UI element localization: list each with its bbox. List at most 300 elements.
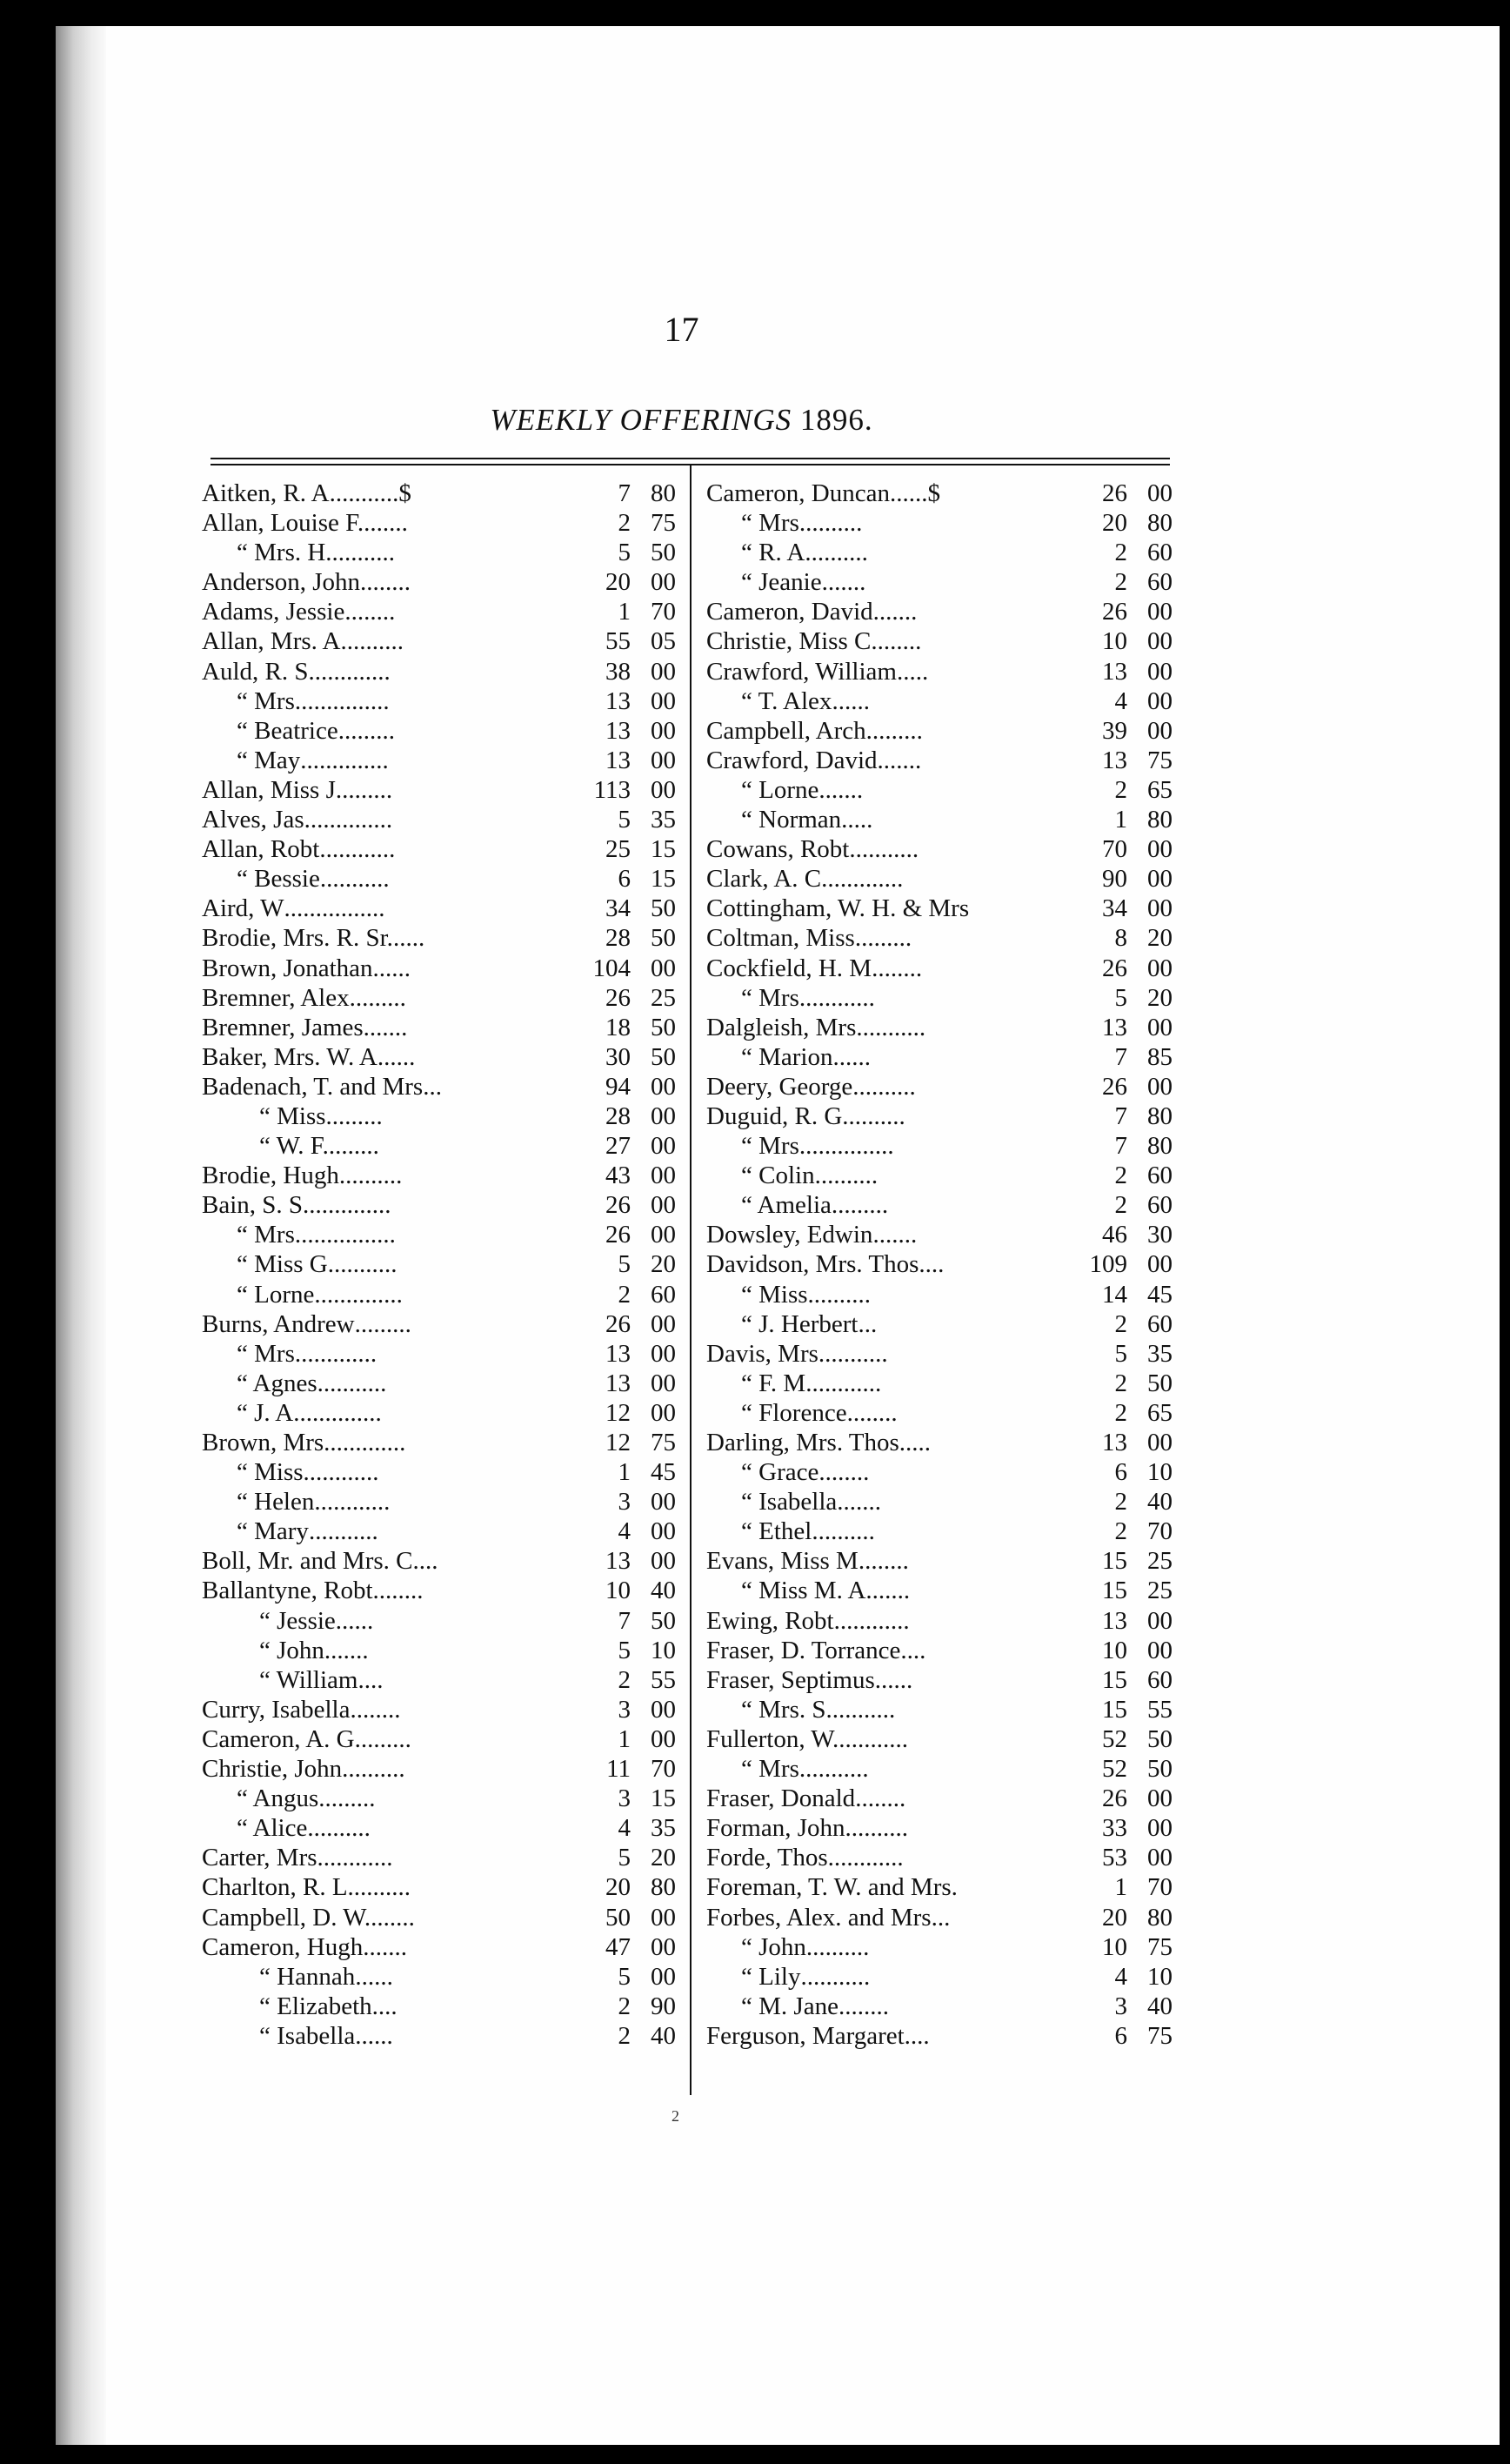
donor-name: [706, 538, 1044, 567]
donor-name-text: “ Mary: [237, 1517, 309, 1546]
dot-leader: ......: [832, 1042, 871, 1071]
dot-leader: ......: [335, 1606, 374, 1635]
donor-name: [706, 1754, 1044, 1784]
dot-leader: ..............: [301, 686, 390, 715]
amount-dollars: 6: [1114, 1458, 1127, 1487]
amount-cents: 00: [1147, 1072, 1173, 1101]
donor-name-text: Brown, Mrs.: [202, 1429, 331, 1456]
donor-name: [202, 2021, 547, 2051]
amount-cents: 00: [651, 1132, 676, 1161]
donor-name: [202, 864, 547, 894]
donor-name: [706, 1992, 1044, 2021]
offering-entry: [202, 1249, 676, 1279]
amount-dollars: 1: [1114, 806, 1127, 834]
donor-name: [706, 508, 1044, 538]
dot-leader: ...........: [798, 1755, 869, 1784]
amount-dollars: 11: [606, 1755, 631, 1784]
donor-name: [202, 1843, 547, 1872]
amount-cents: 00: [651, 775, 676, 804]
offering-entry: [202, 1072, 676, 1101]
amount-dollars: 3: [618, 1784, 631, 1813]
amount-dollars: 13: [1102, 746, 1127, 774]
dot-leader: ..........: [338, 1162, 403, 1190]
donor-name-text: Crawford, William: [706, 657, 897, 686]
dot-leader: ......: [832, 686, 870, 715]
offering-entry: [706, 1220, 1173, 1249]
amount-dollars: 70: [1102, 835, 1127, 864]
dot-leader: ...: [925, 1250, 945, 1279]
donor-name-text: “ Hannah: [259, 1962, 356, 1991]
dot-leader: .......: [872, 1221, 918, 1249]
offering-entry: [706, 775, 1173, 805]
amount-cents: 00: [651, 746, 676, 774]
amount-dollars: 113: [593, 775, 631, 804]
amount-dollars: 2: [1114, 568, 1127, 597]
amount-cents: 60: [1147, 1665, 1173, 1694]
offering-entry: [706, 2021, 1173, 2051]
donor-name-text: “ Helen: [237, 1488, 315, 1517]
amount-dollars: 15: [1102, 1665, 1127, 1694]
amount-dollars: 43: [605, 1162, 631, 1190]
amount-dollars: 6: [1114, 2021, 1127, 2050]
offering-entry: [706, 1369, 1173, 1398]
donor-name-text: “ Isabella: [741, 1488, 838, 1517]
amount-cents: 50: [651, 924, 676, 953]
donor-name-text: “ F. M.: [741, 1369, 812, 1397]
donor-name-text: “ Agnes: [237, 1369, 317, 1397]
amount-cents: 25: [1147, 1577, 1173, 1605]
dot-leader: ...........: [323, 1844, 393, 1872]
donor-name-text: “ Grace: [741, 1458, 819, 1487]
donor-name: [202, 1220, 547, 1249]
amount-dollars: 4: [618, 1814, 631, 1843]
heading-year: 1896.: [799, 403, 873, 437]
offering-entry: [202, 834, 676, 864]
donor-name-text: “ J. Herbert: [741, 1309, 859, 1338]
donor-name-text: “ Ethel: [741, 1517, 812, 1546]
dot-leader: .....: [841, 806, 873, 834]
offering-entry: [706, 1339, 1173, 1369]
offering-entry: [202, 1131, 676, 1161]
amount-cents: 40: [1147, 1488, 1173, 1517]
amount-dollars: 2: [1114, 775, 1127, 804]
donor-name-text: “ Mrs.: [237, 1221, 302, 1249]
column-divider: [690, 465, 692, 2095]
amount-dollars: 13: [605, 686, 631, 715]
offering-entry: [706, 538, 1173, 567]
donor-name-text: Cameron, David: [706, 598, 873, 626]
amount-cents: 00: [1147, 1013, 1173, 1041]
amount-dollars: 2: [1114, 1162, 1127, 1190]
donor-name: [202, 1249, 547, 1279]
amount-cents: 25: [1147, 1547, 1173, 1576]
donor-name: [202, 1190, 547, 1220]
amount-dollars: 13: [1102, 657, 1127, 686]
offering-entry: [706, 864, 1173, 894]
amount-cents: 00: [1147, 598, 1173, 626]
donor-name: [202, 508, 547, 538]
dot-leader: ..............: [314, 1280, 403, 1309]
dot-leader: .....: [392, 924, 425, 953]
donor-name-text: Bremner, Alex: [202, 983, 350, 1012]
dot-leader: ..: [937, 1903, 951, 1932]
amount-cents: 35: [1147, 1339, 1173, 1368]
dot-leader: .........: [337, 716, 395, 745]
amount-dollars: 39: [1102, 716, 1127, 745]
donor-name: [202, 1903, 547, 1932]
amount-dollars: 13: [605, 1547, 631, 1576]
donor-name: [202, 626, 547, 656]
amount-dollars: 4: [618, 1517, 631, 1546]
amount-cents: 25: [651, 983, 676, 1012]
amount-cents: 40: [651, 1577, 676, 1605]
donor-name-text: Boll, Mr. and Mrs. C: [202, 1547, 413, 1576]
donor-name-text: Cameron, Duncan: [706, 479, 890, 507]
amount-cents: 10: [1147, 1458, 1173, 1487]
donor-name: [202, 1546, 547, 1576]
donor-name: [706, 1220, 1044, 1249]
donor-name-text: Fraser, Donald: [706, 1784, 856, 1813]
donor-name: [706, 1962, 1044, 1992]
amount-dollars: 13: [1102, 1013, 1127, 1041]
amount-cents: 60: [1147, 539, 1173, 567]
amount-cents: 15: [651, 835, 676, 864]
amount-cents: 00: [651, 1932, 676, 1961]
amount-dollars: 26: [1102, 1072, 1127, 1101]
offering-entry: [706, 716, 1173, 746]
amount-cents: 00: [651, 1339, 676, 1368]
donor-name-text: “ Miss M. A.: [741, 1577, 872, 1605]
dot-leader: ........: [846, 1398, 898, 1427]
amount-cents: 00: [651, 1547, 676, 1576]
offering-entry: [706, 746, 1173, 775]
donor-name: [202, 954, 547, 983]
dot-leader: ........: [872, 954, 923, 982]
dot-leader: ...........: [839, 1724, 909, 1753]
offering-entry: [706, 1101, 1173, 1131]
dot-leader: ..........$: [335, 479, 411, 507]
donor-name-text: Forbes, Alex. and Mrs.: [706, 1903, 938, 1932]
donor-name-text: Aird, W: [202, 894, 284, 923]
donor-name-text: “ Alice: [237, 1814, 308, 1843]
amount-cents: 45: [651, 1458, 676, 1487]
donor-name: [706, 2021, 1044, 2051]
offering-entry: [706, 834, 1173, 864]
amount-dollars: 28: [605, 1101, 631, 1130]
amount-cents: 00: [651, 1162, 676, 1190]
dot-leader: ..........: [331, 539, 396, 567]
donor-name: [706, 1249, 1044, 1279]
dot-leader: ......: [377, 1042, 416, 1071]
donor-name-text: Campbell, Arch: [706, 716, 866, 745]
donor-name: [202, 1517, 547, 1546]
donor-name: [706, 1101, 1044, 1131]
amount-cents: 50: [651, 1013, 676, 1041]
donor-name: [706, 567, 1044, 597]
donor-name: [706, 716, 1044, 746]
donor-name: [706, 1903, 1044, 1932]
amount-cents: 50: [651, 539, 676, 567]
dot-leader: ...........: [308, 1517, 378, 1546]
amount-dollars: 47: [605, 1932, 631, 1961]
offering-entry: [202, 1665, 676, 1695]
donor-name-text: Dalgleish, Mrs.: [706, 1013, 863, 1041]
donor-name-text: Cameron, A. G.: [202, 1724, 361, 1753]
offering-entry: [706, 1992, 1173, 2021]
offering-entry: [202, 538, 676, 567]
amount-cents: 00: [651, 1221, 676, 1249]
amount-dollars: 2: [1114, 1488, 1127, 1517]
book-spine-shadow: [56, 26, 106, 2445]
donor-name: [706, 1576, 1044, 1605]
amount-cents: 00: [651, 657, 676, 686]
offering-entry: [706, 923, 1173, 953]
amount-cents: 00: [1147, 1814, 1173, 1843]
donor-name-text: Christie, Miss C.: [706, 627, 878, 656]
donor-name-text: “ Bessie: [237, 865, 320, 894]
amount-cents: 80: [651, 1873, 676, 1902]
dot-leader: .........: [335, 775, 393, 804]
amount-cents: 00: [651, 1309, 676, 1338]
donor-name: [706, 1161, 1044, 1190]
donor-name: [706, 864, 1044, 894]
donor-name: [202, 1813, 547, 1843]
amount-cents: 00: [651, 1724, 676, 1753]
dot-leader: ............: [330, 1429, 406, 1456]
amount-cents: 60: [1147, 1162, 1173, 1190]
amount-dollars: 34: [605, 894, 631, 923]
amount-dollars: 14: [1102, 1280, 1127, 1309]
dot-leader: ........: [344, 598, 396, 626]
donor-name-text: Foreman, T. W. and Mrs.: [706, 1873, 958, 1902]
donor-name-text: Anderson, John: [202, 568, 361, 597]
amount-dollars: 53: [1102, 1844, 1127, 1872]
donor-name: [706, 1013, 1044, 1042]
offering-entry: [706, 1872, 1173, 1902]
dot-leader: ..........: [805, 539, 868, 567]
amount-cents: 60: [651, 1280, 676, 1309]
donor-name: [706, 479, 1044, 508]
offering-entry: [202, 597, 676, 626]
offering-entry: [202, 1754, 676, 1784]
donor-name-text: “ Mrs.: [237, 1339, 302, 1368]
donor-name: [202, 1280, 547, 1309]
amount-cents: 10: [1147, 1962, 1173, 1991]
offering-entry: [202, 1339, 676, 1369]
offering-entry: [202, 1724, 676, 1754]
right-offerings-column: [706, 479, 1173, 2051]
offering-entry: [202, 567, 676, 597]
offering-entry: [202, 983, 676, 1013]
dot-leader: .......: [364, 509, 408, 538]
amount-dollars: 104: [592, 954, 631, 982]
dot-leader: ...........: [317, 1369, 387, 1397]
donor-name-text: Aitken, R. A.: [202, 479, 336, 507]
offering-entry: [706, 1695, 1173, 1724]
donor-name: [202, 1872, 547, 1902]
offering-entry: [202, 1695, 676, 1724]
donor-name: [706, 1457, 1044, 1487]
donor-name-text: “ Colin: [741, 1162, 815, 1190]
dot-leader: ........: [360, 1724, 411, 1753]
dot-leader: .......: [371, 1903, 415, 1932]
amount-dollars: 8: [1114, 924, 1127, 953]
dot-leader: .....: [899, 1429, 932, 1456]
donor-name: [706, 923, 1044, 953]
donor-name: [706, 983, 1044, 1013]
dot-leader: .......: [877, 746, 922, 774]
offering-entry: [706, 954, 1173, 983]
amount-cents: 00: [1147, 1606, 1173, 1635]
donor-name-text: Ballantyne, Robt.: [202, 1577, 379, 1605]
offering-entry: [202, 1398, 676, 1428]
donor-name: [202, 686, 547, 716]
dot-leader: ....: [357, 1665, 384, 1694]
donor-name-text: Clark, A. C.: [706, 865, 828, 894]
amount-dollars: 5: [618, 1250, 631, 1279]
amount-dollars: 15: [1102, 1547, 1127, 1576]
dot-leader: ...: [858, 1309, 878, 1338]
dot-leader: ......: [372, 954, 411, 982]
dot-leader: .......: [324, 1636, 369, 1664]
amount-dollars: 46: [1102, 1221, 1127, 1249]
amount-dollars: 2: [1114, 1517, 1127, 1546]
dot-leader: ...: [423, 1072, 442, 1101]
offering-entry: [202, 1013, 676, 1042]
amount-dollars: 109: [1089, 1250, 1127, 1279]
amount-cents: 00: [1147, 479, 1173, 507]
amount-dollars: 2: [1114, 539, 1127, 567]
amount-cents: 70: [651, 1755, 676, 1784]
amount-cents: 00: [651, 1962, 676, 1991]
donor-name-text: Bain, S. S: [202, 1191, 304, 1220]
dot-leader: ..........: [852, 1072, 916, 1101]
donor-name: [706, 626, 1044, 656]
amount-cents: 75: [1147, 1932, 1173, 1961]
offering-entry: [706, 1636, 1173, 1665]
offering-entry: [706, 1843, 1173, 1872]
dot-leader: ......$: [890, 479, 940, 507]
page-heading: [0, 403, 1363, 438]
donor-name-text: “ May: [237, 746, 301, 774]
amount-cents: 20: [651, 1250, 676, 1279]
donor-name-text: “ J. A: [237, 1398, 294, 1427]
offering-entry: [706, 1606, 1173, 1636]
amount-cents: 60: [1147, 1191, 1173, 1220]
dot-leader: ..........: [832, 1695, 896, 1724]
dot-leader: ..........: [845, 1814, 908, 1843]
amount-cents: 00: [651, 1191, 676, 1220]
dot-leader: ..........: [814, 1162, 879, 1190]
donor-name: [706, 1309, 1044, 1339]
donor-name: [706, 1369, 1044, 1398]
amount-dollars: 6: [618, 865, 631, 894]
amount-cents: 00: [651, 1369, 676, 1397]
dot-leader: ..........: [825, 1339, 888, 1368]
amount-dollars: 13: [1102, 1606, 1127, 1635]
dot-leader: ..........: [862, 1013, 926, 1041]
dot-leader: ..........: [307, 1814, 371, 1843]
dot-leader: ....: [904, 2021, 930, 2050]
donor-name-text: Brown, Jonathan: [202, 954, 373, 982]
donor-name: [202, 1309, 547, 1339]
donor-name: [706, 1606, 1044, 1636]
donor-name: [202, 983, 547, 1013]
amount-dollars: 26: [605, 1221, 631, 1249]
amount-cents: 40: [651, 2021, 676, 2050]
donor-name-text: Brodie, Mrs. R. Sr.: [202, 924, 393, 953]
dot-leader: ...........: [805, 983, 875, 1012]
amount-dollars: 26: [1102, 598, 1127, 626]
amount-cents: 00: [1147, 835, 1173, 864]
dot-leader: ..............: [805, 1132, 894, 1161]
donor-name-text: “ Elizabeth: [259, 1992, 372, 2020]
donor-name-text: Alves, Jas: [202, 806, 304, 834]
offering-entry: [706, 1280, 1173, 1309]
offering-entry: [706, 1072, 1173, 1101]
offering-entry: [202, 1932, 676, 1962]
amount-cents: 15: [651, 865, 676, 894]
amount-dollars: 34: [1102, 894, 1127, 923]
dot-leader: ........: [838, 1992, 889, 2020]
dot-leader: ........: [360, 568, 411, 597]
amount-dollars: 26: [1102, 1784, 1127, 1813]
donor-name: [706, 805, 1044, 834]
donor-name-text: “ T. Alex: [741, 686, 832, 715]
dot-leader: ..........: [805, 1932, 870, 1961]
donor-name: [202, 1784, 547, 1813]
donor-name-text: Ewing, Robt.: [706, 1606, 840, 1635]
amount-dollars: 1: [1114, 1873, 1127, 1902]
donor-name: [706, 1813, 1044, 1843]
donor-name: [706, 1843, 1044, 1872]
amount-cents: 00: [651, 1517, 676, 1546]
amount-dollars: 12: [605, 1398, 631, 1427]
offering-entry: [706, 567, 1173, 597]
dot-leader: ........: [350, 1695, 401, 1724]
donor-name: [706, 775, 1044, 805]
dot-leader: .........: [353, 1873, 411, 1902]
donor-name: [706, 1280, 1044, 1309]
amount-cents: 70: [1147, 1873, 1173, 1902]
amount-dollars: 10: [1102, 1636, 1127, 1664]
donor-name: [202, 1606, 547, 1636]
amount-dollars: 3: [618, 1488, 631, 1517]
donor-name-text: “ Florence: [741, 1398, 847, 1427]
amount-cents: 55: [1147, 1695, 1173, 1724]
donor-name: [706, 1428, 1044, 1457]
donor-name: [202, 1576, 547, 1605]
donor-name: [202, 1665, 547, 1695]
amount-dollars: 52: [1102, 1755, 1127, 1784]
amount-dollars: 25: [605, 835, 631, 864]
donor-name-text: Curry, Isabella: [202, 1695, 351, 1724]
offering-entry: [706, 894, 1173, 923]
offering-entry: [706, 1161, 1173, 1190]
dot-leader: ...........: [839, 1606, 910, 1635]
donor-name-text: “ Miss: [741, 1280, 808, 1309]
dot-leader: .........: [854, 924, 912, 953]
donor-name: [706, 686, 1044, 716]
donor-name: [706, 1695, 1044, 1724]
donor-name-text: Burns, Andrew: [202, 1309, 355, 1338]
dot-leader: ..............: [300, 746, 389, 774]
amount-dollars: 2: [618, 1665, 631, 1694]
amount-cents: 00: [1147, 657, 1173, 686]
donor-name-text: “ M. Jane: [741, 1992, 839, 2020]
donor-name: [202, 1636, 547, 1665]
donor-name-text: Coltman, Miss: [706, 924, 855, 953]
